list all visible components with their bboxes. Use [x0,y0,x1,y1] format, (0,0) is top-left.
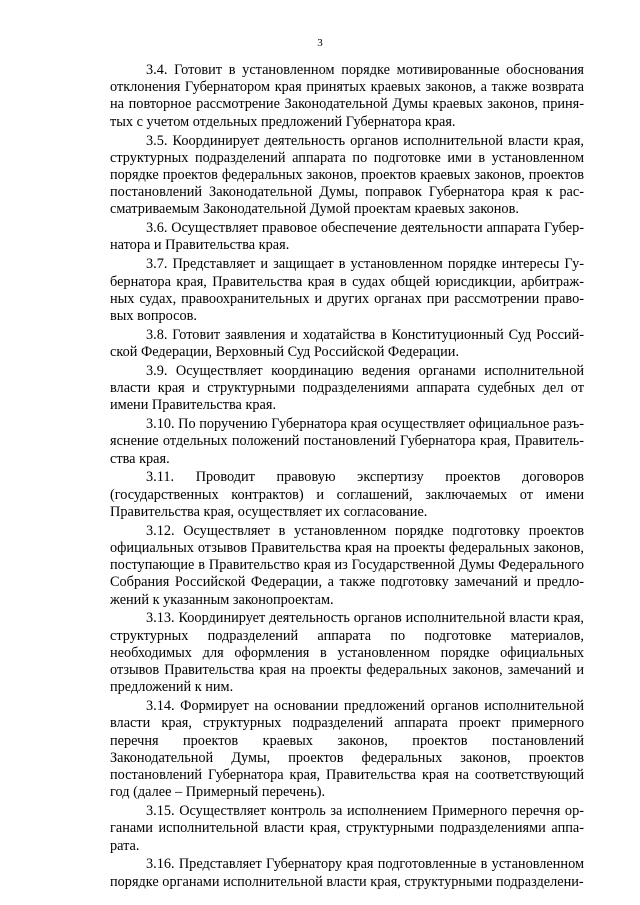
paragraph-3-10: 3.10. По поручению Губернатора края осуществляет официальное разъяснение отдельных положений постановлений Губернатора края, Правительства края. [110,416,584,467]
paragraph-3-6: 3.6. Осуществляет правовое обеспечение деятельности аппарата Губернатора и Правительства края. [110,220,584,254]
paragraph-3-14: 3.14. Формирует на основании предложений органов исполнительной власти края, структурных подразделений аппарата проект примерного перечня проектов краевых законов, проектов постановлений Законодательной Думы, проектов федеральных законов, проектов постановлений Губернатора края, Правительства края на соответствующий год (далее – Примерный перечень). [110,698,584,801]
paragraph-3-15: 3.15. Осуществляет контроль за исполнением Примерного перечня органами исполнительной власти края, структурными подразделениями аппарата. [110,803,584,854]
paragraph-3-7: 3.7. Представляет и защищает в установленном порядке интересы Губернатора края, Правительства края в судах общей юрисдикции, арбитражных судах, правоохранительных и других органах при рассмотрении правовых вопросов. [110,256,584,324]
paragraph-3-12: 3.12. Осуществляет в установленном порядке подготовку проектов официальных отзывов Правительства края на проекты федеральных законов, поступающие в Правительство края из Государственной Думы Федерального Собрания Российской Федерации, а также подготовку замечаний и предложений к указанным законопроектам. [110,522,584,608]
paragraph-3-4: 3.4. Готовит в установленном порядке мотивированные обоснования отклонения Губернатором края принятых краевых законов, а также возврата на повторное рассмотрение Законодательной Думы краевых законов, принятых с учетом отдельных предложений Губернатора края. [110,62,584,130]
paragraph-3-8: 3.8. Готовит заявления и ходатайства в Конституционный Суд Российской Федерации, Верховный Суд Российской Федерации. [110,326,584,360]
page-number: 3 [317,37,323,49]
paragraph-3-9: 3.9. Осуществляет координацию ведения органами исполнительной власти края и структурными подразделениями аппарата судебных дел от имени Правительства края. [110,362,584,414]
paragraph-3-5: 3.5. Координирует деятельность органов исполнительной власти края, структурных подразделений аппарата по подготовке ими в установленном порядке проектов федеральных законов, проектов краевых законов, проектов постановлений Законодательной Думы, поправок Губернатора края к рассматриваемым Законодательной Думой проектам краевых законов. [110,132,584,218]
paragraph-3-13: 3.13. Координирует деятельность органов исполнительной власти края, структурных подразделений аппарата по подготовке материалов, необходимых для оформления в установленном порядке официальных отзывов Правительства края на проекты федеральных законов, замечаний и предложений к ним. [110,610,584,696]
document-body [110,62,584,892]
paragraph-3-16: 3.16. Представляет Губернатору края подготовленные в установленном порядке органами исполнительной власти края, структурными подразделени- [110,856,584,890]
paragraph-3-11: 3.11. Проводит правовую экспертизу проектов договоров (государственных контрактов) и соглашений, заключаемых от имени Правительства края, осуществляет их согласование. [110,469,584,520]
